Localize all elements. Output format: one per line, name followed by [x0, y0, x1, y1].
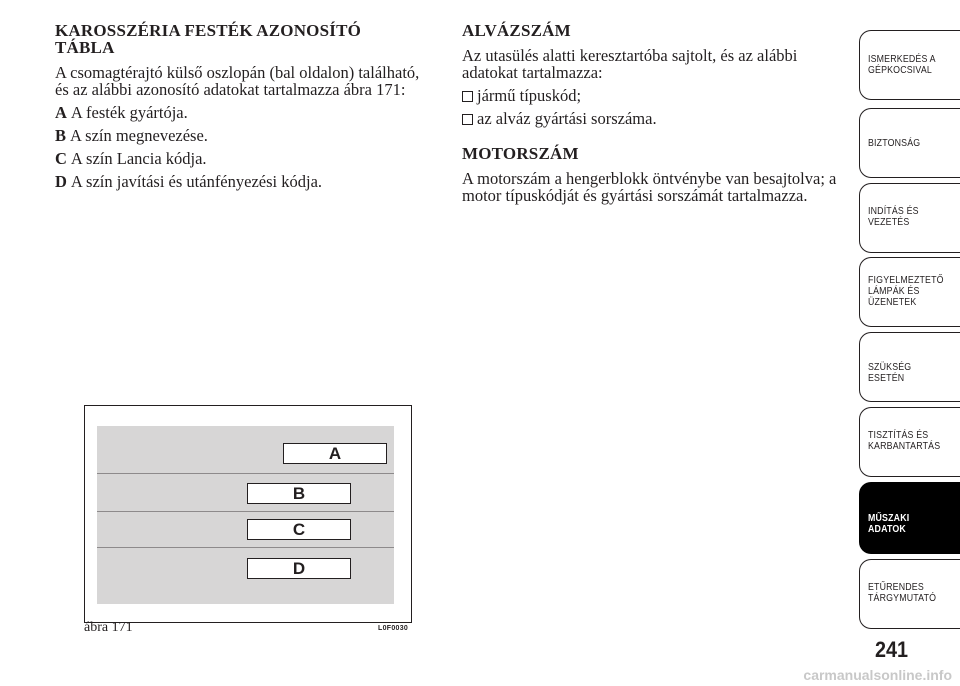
item-text: A szín javítási és utánfényezési kódja. — [70, 172, 323, 191]
tab-figyelmezteto[interactable] — [859, 257, 960, 327]
tab-szukseg[interactable] — [859, 332, 960, 402]
label-d: D — [247, 558, 351, 579]
tab-label: SZÜKSÉG ESETÉN — [868, 361, 912, 384]
tab-targymutato[interactable] — [859, 559, 960, 629]
tab-label: INDÍTÁS ÉS VEZETÉS — [868, 205, 919, 228]
item-text: A festék gyártója. — [70, 103, 188, 122]
bullet-text: az alváz gyártási sorszáma. — [477, 109, 657, 128]
item-a — [55, 104, 435, 121]
heading-line-2: TÁBLA — [55, 38, 115, 57]
paint-plate-figure — [84, 405, 412, 623]
divider — [97, 547, 394, 548]
tab-ismerkedes[interactable] — [859, 30, 960, 100]
tab-label: ETŰRENDES TÁRGYMUTATÓ — [868, 581, 937, 604]
engine-number-text: A motorszám a hengerblokk öntvénybe van besajtolva; a motor típuskódját és gyártási sorszámát tartalmazza. — [462, 169, 837, 205]
tab-tisztitas[interactable] — [859, 407, 960, 477]
figure-code: L0F0030 — [378, 625, 409, 632]
divider — [97, 473, 394, 474]
tab-label: TISZTÍTÁS ÉS KARBANTARTÁS — [868, 429, 941, 452]
tab-label: ISMERKEDÉS A GÉPKOCSIVAL — [868, 53, 936, 76]
tab-biztonsag[interactable] — [859, 108, 960, 178]
item-text: A szín Lancia kódja. — [70, 149, 207, 168]
item-key: C — [55, 149, 67, 168]
tab-label: BIZTONSÁG — [868, 137, 921, 149]
chassis-number-heading: ALVÁZSZÁM — [462, 21, 571, 40]
tab-inditas[interactable] — [859, 183, 960, 253]
bullet-text: jármű típuskód; — [477, 86, 582, 105]
item-key: B — [55, 126, 67, 145]
engine-number-heading: MOTORSZÁM — [462, 144, 579, 163]
divider — [97, 511, 394, 512]
paint-plate-illustration — [97, 426, 394, 604]
label-a: A — [283, 443, 387, 464]
label-c: C — [247, 519, 351, 540]
watermark: carmanualsonline.info — [803, 667, 952, 683]
paint-plate-intro: A csomagtérajtó külső oszlopán (bal oldalon) található, és az alábbi azonosító adatokat tartalmazza ábra 171: — [55, 63, 420, 99]
item-key: D — [55, 172, 67, 191]
item-b — [55, 127, 435, 144]
item-d — [55, 173, 435, 190]
chassis-number-text: Az utasülés alatti keresztartóba sajtolt, és az alábbi adatokat tartalmazza: — [462, 46, 798, 82]
tab-label: MŰSZAKI ADATOK — [868, 512, 910, 535]
left-column — [55, 22, 435, 196]
heading-line-1: KAROSSZÉRIA FESTÉK AZONOSÍTÓ — [55, 21, 362, 40]
checkbox-bullet-icon — [462, 114, 473, 125]
label-b: B — [247, 483, 351, 504]
paint-plate-heading — [55, 22, 435, 56]
right-column — [462, 22, 842, 210]
bullet-item — [462, 87, 842, 104]
item-text: A szín megnevezése. — [70, 126, 208, 145]
item-c — [55, 150, 435, 167]
tab-label: FIGYELMEZTETŐ LÁMPÁK ÉS ÜZENETEK — [868, 274, 944, 308]
item-key: A — [55, 103, 67, 122]
bullet-item — [462, 110, 842, 127]
tab-muszaki-adatok[interactable] — [859, 482, 960, 554]
checkbox-bullet-icon — [462, 91, 473, 102]
figure-caption: ábra 171 — [84, 620, 133, 635]
page-number: 241 — [875, 637, 909, 662]
